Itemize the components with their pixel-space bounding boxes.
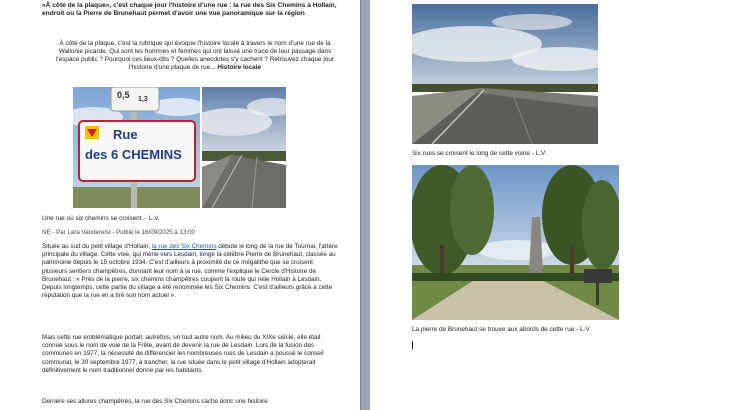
- photo1-caption: Une rue où six chemins se croisent. - L.V.: [42, 215, 160, 222]
- sign-distance-sub: 1,3: [138, 96, 148, 103]
- brunehaut-photo: [412, 165, 619, 320]
- right-page: [370, 0, 730, 410]
- paragraph-1-rest: débute le long de la rue de Tournai, l'artère principale du village. Cette voie, qui mène vers Lesdain, longe la célèbre Pierre de Brunehaut, classée au patrimoine depuis le 15 octobre 1934. C'est d'ailleurs à proximité de ce mégalithe que se croisent plusieurs sentiers champêtres, donnant leur nom à la rue, comme l'explique le Cercle d'Histoire de Brunehaut : « Près de la pierre, six chemins champêtres coupent la route qui relie Hollain à Lesdain. Depuis longtemps, cette partie du village a été renommée les Six Chemins. C'est d'ailleurs grâce à cette réputation que la rue en a tiré son nom actuel ».: [42, 243, 338, 300]
- street-sign-photo: [73, 87, 200, 208]
- road-image: [412, 4, 598, 144]
- road-photo-small: [202, 87, 286, 208]
- photo2-caption: Six rues se croisent le long de cette voirie - L.V: [412, 150, 546, 157]
- road-image-small: [202, 87, 286, 208]
- byline: NE - Par Lara Vanderelst - Publié le 16/09/2025 à 13:00: [42, 229, 195, 236]
- sign-line-name: des 6 CHEMINS: [85, 147, 182, 162]
- left-page: [0, 0, 360, 410]
- intro-link[interactable]: Histoire locale: [217, 64, 262, 72]
- road-photo: [412, 4, 598, 144]
- paragraph-1: [42, 243, 339, 300]
- sign-distance: 0,5: [117, 90, 130, 100]
- paragraph-3: Derrière ses allures champêtres, la rue des Six Chemins cache donc une histoire: [42, 398, 268, 405]
- photo3-caption: La pierre de Brunehaut se trouve aux abords de cette rue - L.V: [412, 326, 590, 333]
- paragraph-2: Mais cette rue emblématique portait, autrefois, un tout autre nom. Au milieu du XIXe siècle, elle était connue sous le nom de voie de la Frête, avant de devenir la rue de Lesdain. Lors de la fusion des communes en 1977, la nécessité de différencier les nombreuses rues de Lesdain a poussé le conseil communal, le 30 septembre 1977, à trancher, la rue située dans le petit village d'Hollain adopterait définitivement le nom traditionnel donné par les habitants.: [42, 334, 324, 374]
- intro-text: À côté de la plaque, c'est la rubrique qui évoque l'histoire locale à travers le nom d'une rue de la Wallonie picarde. Qui sont les hommes et femmes qui ont laissé une trace de leur passage dans l'espace public ? Pourquoi ces lieux-dits ? Quelles anecdotes s'y cachent ? Retrouvez chaque jour l'histoire d'une plaque de rue...: [55, 40, 335, 72]
- sign-line-rue: Rue: [113, 127, 138, 142]
- article-intro: [50, 40, 340, 72]
- street-link[interactable]: la rue des Six Chemins: [151, 243, 217, 250]
- article-lead: «À côté de la plaque», c'est chaque jour l'histoire d'une rue : la rue des Six Chemins à Hollain, endroit où la Pierre de Brunehaut permet d'avoir une vue panoramique sur la région: [42, 2, 337, 18]
- paragraph-1-start: Située au sud du petit village d'Hollain,: [42, 243, 152, 250]
- brunehaut-image: [412, 165, 619, 320]
- text-cursor: [412, 341, 413, 349]
